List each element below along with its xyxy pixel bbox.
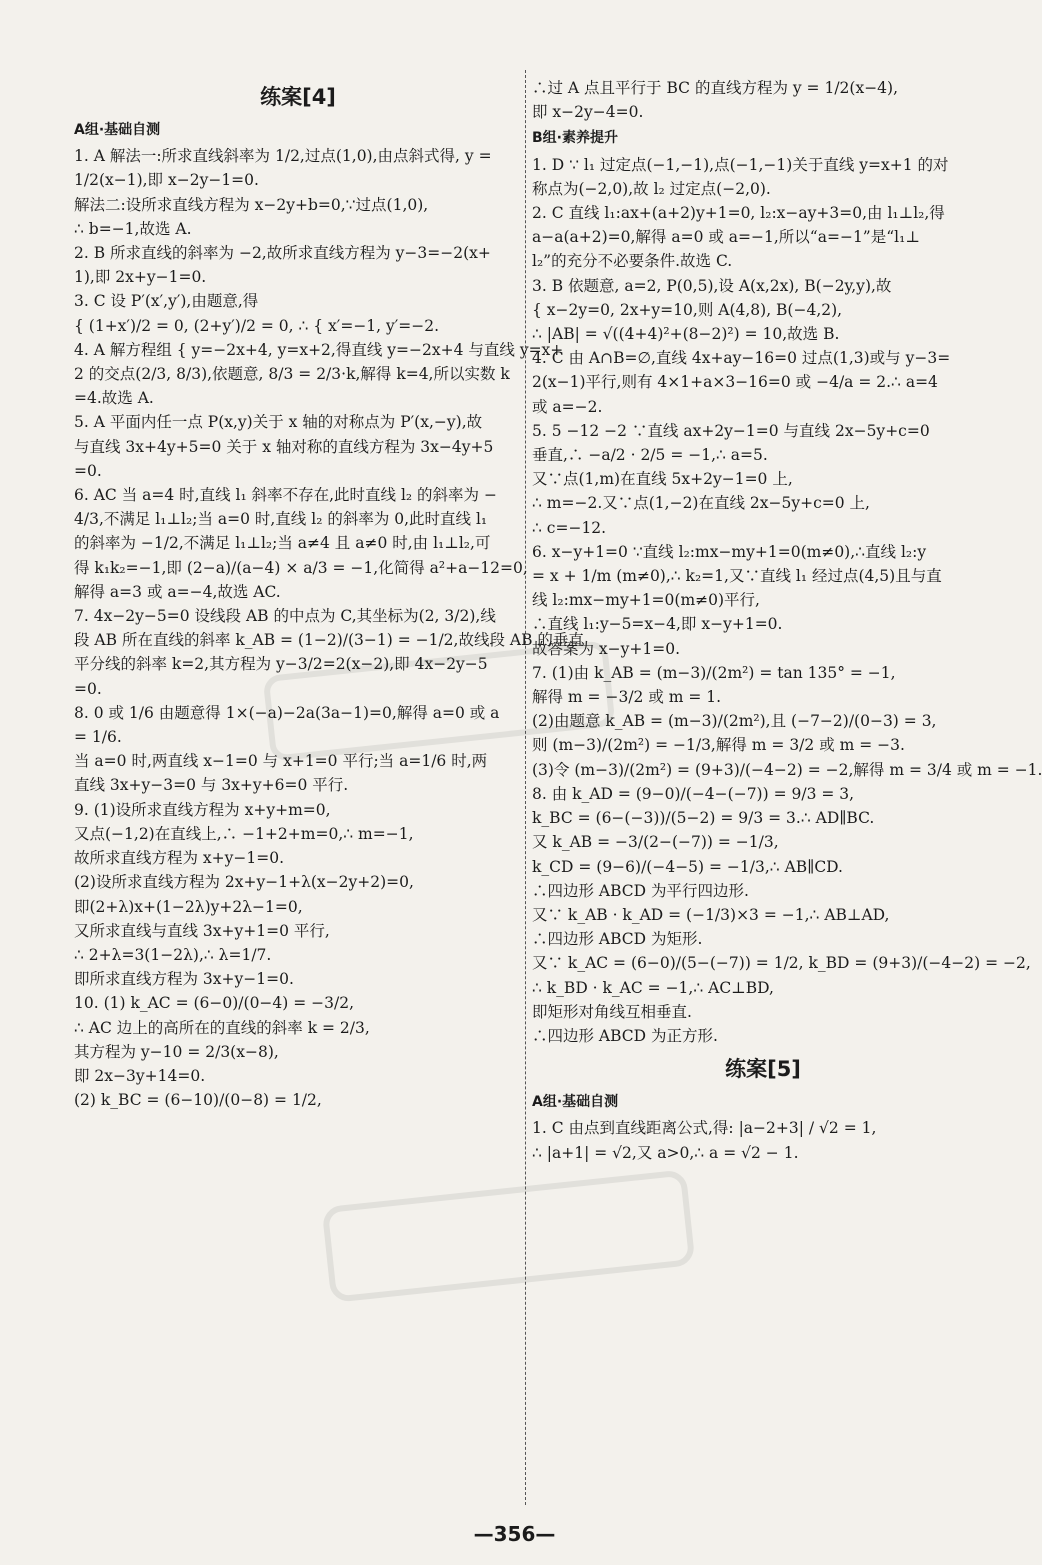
text-line: 又点(−1,2)在直线上,∴ −1+2+m=0,∴ m=−1, [74, 824, 414, 843]
text-line: ∴ |AB| = √((4+4)²+(8−2)²) = 10,故选 B. [532, 325, 840, 344]
text-line: 即 2x−3y+14=0. [74, 1066, 206, 1085]
text-line: a−a(a+2)=0,解得 a=0 或 a=−1,所以“a=−1”是“l₁⊥ [532, 228, 920, 247]
section-b-heading: B组·素养提升 [532, 130, 618, 147]
watermark-lower [324, 1161, 716, 1339]
text-line: 故所求直线方程为 x+y−1=0. [74, 849, 285, 868]
text-line: 与直线 3x+4y+5=0 关于 x 轴对称的直线方程为 3x−4y+5 [74, 437, 494, 456]
text-line: { x−2y=0, 2x+y=10,则 A(4,8), B(−4,2), [532, 300, 843, 319]
text-line: ∴直线 l₁:y−5=x−4,即 x−y+1=0. [532, 615, 783, 634]
text-line: ∴ m=−2.又∵点(1,−2)在直线 2x−5y+c=0 上, [532, 494, 870, 513]
text-line: 解得 m = −3/2 或 m = 1. [532, 688, 722, 707]
text-line: ∴过 A 点且平行于 BC 的直线方程为 y = 1/2(x−4), [532, 79, 899, 97]
text-line: 2. B 所求直线的斜率为 −2,故所求直线方程为 y−3=−2(x+ [74, 244, 491, 263]
text-line: 又∵点(1,m)在直线 5x+2y−1=0 上, [532, 470, 793, 489]
text-line: (2)设所求直线方程为 2x+y−1+λ(x−2y+2)=0, [74, 873, 414, 892]
text-line: ∴ b=−1,故选 A. [74, 219, 192, 238]
text-line: 8. 由 k_AD = (9−0)/(−4−(−7)) = 9/3 = 3, [532, 784, 855, 803]
section-a-heading: A组·基础自测 [74, 122, 161, 138]
text-line: 10. (1) k_AC = (6−0)/(0−4) = −3/2, [74, 994, 355, 1013]
text-line: (2) k_BC = (6−10)/(0−8) = 1/2, [74, 1091, 322, 1110]
text-line: ∴ AC 边上的高所在的直线的斜率 k = 2/3, [74, 1018, 370, 1037]
text-line: 1/2(x−1),即 x−2y−1=0. [74, 171, 259, 190]
text-line: =4.故选 A. [74, 389, 154, 408]
text-line: 9. (1)设所求直线方程为 x+y+m=0, [74, 800, 331, 819]
text-line: 即 x−2y−4=0. [532, 103, 644, 122]
text-line: ∴四边形 ABCD 为正方形. [532, 1026, 718, 1045]
text-line: =0. [74, 679, 102, 698]
heading-lian-an-4: 练案[4] [260, 85, 336, 109]
text-line: 3. B 依题意, a=2, P(0,5),设 A(x,2x), B(−2y,y),故 [532, 276, 892, 295]
page-number: —356— [473, 1522, 556, 1546]
text-line: 8. 0 或 1/6 由题意得 1×(−a)−2a(3a−1)=0,解得 a=0 或 a [74, 703, 500, 722]
text-line: 平分线的斜率 k=2,其方程为 y−3/2=2(x−2),即 4x−2y−5 [74, 655, 488, 674]
text-line: 得 k₁k₂=−1,即 (2−a)/(a−4) × a/3 = −1,化简得 a²+a−12=0, [74, 558, 528, 577]
right-column [532, 76, 1042, 1165]
column-divider [525, 70, 526, 1505]
text-line: 1. D ∵ l₁ 过定点(−1,−1),点(−1,−1)关于直线 y=x+1 的对 [532, 155, 949, 174]
right-lines-top [532, 76, 994, 124]
text-line: { (1+x′)/2 = 0, (2+y′)/2 = 0, ∴ { x′=−1, y′=−2. [74, 316, 440, 335]
heading-lian-an-5: 练案[5] [725, 1057, 801, 1082]
text-line: 解法二:设所求直线方程为 x−2y+b=0,∵过点(1,0), [74, 195, 429, 214]
text-line: 垂直,∴ −a/2 · 2/5 = −1,∴ a=5. [532, 446, 768, 465]
text-line: 2. C 直线 l₁:ax+(a+2)y+1=0, l₂:x−ay+3=0,由 l₁⊥l₂,得 [532, 204, 945, 223]
text-line: ∴四边形 ABCD 为平行四边形. [532, 881, 749, 900]
text-line: l₂”的充分不必要条件.故选 C. [532, 252, 733, 271]
text-line: 即所求直线方程为 3x+y−1=0. [74, 970, 294, 989]
text-line: 5. 5 −12 −2 ∵直线 ax+2y−1=0 与直线 2x−5y+c=0 [532, 421, 930, 440]
text-line: 1. A 解法一:所求直线斜率为 1/2,过点(1,0),由点斜式得, y = [74, 147, 492, 166]
text-line: 线 l₂:mx−my+1=0(m≠0)平行, [532, 591, 760, 610]
text-line: 其方程为 y−10 = 2/3(x−8), [74, 1042, 279, 1061]
text-line: 即矩形对角线互相垂直. [532, 1002, 692, 1021]
text-line: 4. A 解方程组 { y=−2x+4, y=x+2,得直线 y=−2x+4 与直线 y=x+ [74, 340, 564, 359]
text-line: 5. A 平面内任一点 P(x,y)关于 x 轴的对称点为 P′(x,−y),故 [74, 413, 483, 432]
text-line: 的斜率为 −1/2,不满足 l₁⊥l₂;当 a≠4 且 a≠0 时,由 l₁⊥l₂,可 [74, 534, 491, 553]
text-line: =0. [74, 461, 102, 480]
text-line: 又 k_AB = −3/(2−(−7)) = −1/3, [532, 833, 779, 852]
right-lines-bottom [532, 1116, 994, 1164]
text-line: 3. C 设 P′(x′,y′),由题意,得 [74, 292, 259, 311]
text-line: 7. (1)由 k_AB = (m−3)/(2m²) = tan 135° = −1, [532, 663, 896, 682]
text-line: 6. x−y+1=0 ∵直线 l₂:mx−my+1=0(m≠0),∴直线 l₂:y [532, 542, 927, 561]
text-line: 又∵ k_AC = (6−0)/(5−(−7)) = 1/2, k_BD = (9+3)/(−4−2) = −2, [532, 954, 1031, 973]
text-line: (3)令 (m−3)/(2m²) = (9+3)/(−4−2) = −2,解得 m = 3/4 或 m = −1. [532, 760, 1042, 779]
text-line: 4. C 由 A∩B=∅,直线 4x+ay−16=0 过点(1,3)或与 y−3= [532, 349, 951, 368]
text-line: 4/3,不满足 l₁⊥l₂;当 a=0 时,直线 l₂ 的斜率为 0,此时直线 l₁ [74, 510, 488, 529]
watermark-glyphs-lower [324, 1161, 713, 1310]
text-line: 称点为(−2,0),故 l₂ 过定点(−2,0). [532, 179, 771, 198]
text-line: 段 AB 所在直线的斜率 k_AB = (1−2)/(3−1) = −1/2,故线段 AB 的垂直 [74, 631, 584, 650]
text-line: 当 a=0 时,两直线 x−1=0 与 x+1=0 平行;当 a=1/6 时,两 [74, 752, 488, 771]
text-line: 7. 4x−2y−5=0 设线段 AB 的中点为 C,其坐标为(2, 3/2),线 [74, 607, 496, 626]
text-line: 1),即 2x+y−1=0. [74, 268, 207, 287]
text-line: k_BC = (6−(−3))/(5−2) = 9/3 = 3.∴ AD∥BC. [532, 809, 875, 828]
section-a2-heading: A组·基础自测 [532, 1094, 619, 1111]
text-line: = 1/6. [74, 728, 122, 747]
text-line: 又所求直线与直线 3x+y+1=0 平行, [74, 921, 330, 940]
text-line: 又∵ k_AB · k_AD = (−1/3)×3 = −1,∴ AB⊥AD, [532, 905, 890, 924]
right-lines-mid [532, 153, 1042, 1049]
text-line: k_CD = (9−6)/(−4−5) = −1/3,∴ AB∥CD. [532, 857, 843, 876]
text-line: 2(x−1)平行,则有 4×1+a×3−16=0 或 −4/a = 2.∴ a=4 [532, 373, 938, 392]
text-line: 故答案为 x−y+1=0. [532, 639, 681, 658]
text-line: ∴ 2+λ=3(1−2λ),∴ λ=1/7. [74, 945, 272, 964]
text-line: ∴ c=−12. [532, 518, 607, 537]
text-line: 直线 3x+y−3=0 与 3x+y+6=0 平行. [74, 776, 349, 795]
text-line: 则 (m−3)/(2m²) = −1/3,解得 m = 3/2 或 m = −3. [532, 736, 905, 755]
text-line: 1. C 由点到直线距离公式,得: |a−2+3| / √2 = 1, [532, 1119, 877, 1138]
text-line: 即(2+λ)x+(1−2λ)y+2λ−1=0, [74, 897, 303, 916]
text-line: = x + 1/m (m≠0),∴ k₂=1,又∵直线 l₁ 经过点(4,5)且与直 [532, 567, 942, 586]
text-line: 或 a=−2. [532, 397, 603, 416]
text-line: ∴ |a+1| = √2,又 a>0,∴ a = √2 − 1. [532, 1143, 799, 1162]
text-line: 2 的交点(2/3, 8/3),依题意, 8/3 = 2/3·k,解得 k=4,所以实数 k [74, 365, 510, 384]
text-line: 6. AC 当 a=4 时,直线 l₁ 斜率不存在,此时直线 l₂ 的斜率为 − [74, 486, 497, 505]
text-line: ∴ k_BD · k_AC = −1,∴ AC⊥BD, [532, 978, 774, 997]
text-line: ∴四边形 ABCD 为矩形. [532, 930, 703, 949]
text-line: 解得 a=3 或 a=−4,故选 AC. [74, 582, 281, 601]
text-line: (2)由题意 k_AB = (m−3)/(2m²),且 (−7−2)/(0−3) = 3, [532, 712, 937, 731]
